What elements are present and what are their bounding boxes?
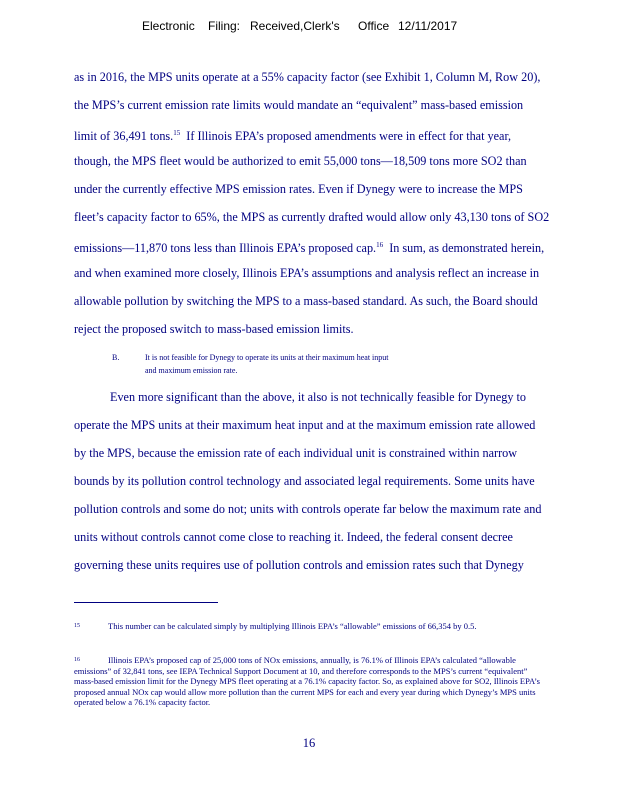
body-line: as in 2016, the MPS units operate at a 55% capacity factor (see Exhibit 1, Column M, Row 20), (74, 70, 541, 84)
body-line: fleet’s capacity factor to 65%, the MPS as currently drafted would allow only 43,130 tons of SO2 (74, 210, 550, 224)
section-label: B. (112, 353, 120, 362)
body-line: governing these units requires use of pollution controls and emission rates such that Dynegy (74, 558, 524, 572)
body-line (74, 126, 511, 143)
footnote-16 (74, 655, 544, 708)
body-line: though, the MPS fleet would be authorized to emit 55,000 tons—18,509 tons more SO2 than (74, 154, 527, 168)
section-heading (112, 352, 389, 363)
body-line: units without controls cannot come close to reaching it. Indeed, the federal consent decree (74, 530, 513, 544)
page-number: 16 (302, 736, 316, 750)
header-date: 12/11/2017 (398, 19, 458, 33)
footnote-text: Illinois EPA’s proposed cap of 25,000 tons of NOx emissions, annually, is 76.1% of Illinois EPA’s calculated “allowable emissions” of 32,841 tons, see IEPA Technical Support Document at 10, and therefore corresponds to the MPS’s current “equivalent” mass-based emission limit for the Dynegy MPS fleet operating at a 76.1% capacity factor. So, as explained above for SO2, Illinois EPA’s proposed annual NOx cap would allow more pollution than the current MPS for each and every year during which Dynegy’s MPS units operated below a 76.1% capacity factor. (74, 655, 540, 707)
footnote-ref-15: 15 (173, 129, 181, 137)
body-line: and when examined more closely, Illinois EPA’s assumptions and analysis reflect an increase in (74, 266, 540, 280)
body-line: pollution controls and some do not; units with controls operate far below the maximum rate and (74, 502, 542, 516)
footnote-15 (74, 621, 544, 632)
header-filing: Filing: (208, 19, 241, 33)
header-office: Office (358, 19, 390, 33)
header-received: Received,Clerk's (250, 19, 340, 33)
body-line: operate the MPS units at their maximum heat input and at the maximum emission rate allowed (74, 418, 536, 432)
body-line: allowable pollution by switching the MPS to a mass-based standard. As such, the Board should (74, 294, 538, 308)
body-line-part: If Illinois EPA’s proposed amendments were in effect for that year, (186, 129, 512, 143)
body-line: under the currently effective MPS emission rates. Even if Dynegy were to increase the MPS (74, 182, 523, 196)
section-title-continued: and maximum emission rate. (145, 366, 238, 375)
body-line: the MPS’s current emission rate limits would mandate an “equivalent” mass-based emission (74, 98, 524, 112)
section-title: It is not feasible for Dynegy to operate its units at their maximum heat input (145, 353, 389, 362)
body-line-part: In sum, as demonstrated herein, (389, 241, 545, 255)
footnote-text: This number can be calculated simply by multiplying Illinois EPA’s “allowable” emissions of 66,354 by 0.5. (108, 621, 477, 631)
header-electronic: Electronic (142, 19, 195, 33)
footnote-number: 15 (74, 623, 80, 629)
footnote-divider (74, 602, 218, 603)
body-line-part: limit of 36,491 tons. (74, 129, 174, 143)
body-line: reject the proposed switch to mass-based emission limits. (74, 322, 354, 336)
body-line (74, 238, 544, 255)
body-line: bounds by its pollution control technology and associated legal requirements. Some units have (74, 474, 535, 488)
body-line: Even more significant than the above, it also is not technically feasible for Dynegy to (110, 390, 526, 404)
footnote-number: 16 (74, 657, 80, 663)
body-line-part: emissions—11,870 tons less than Illinois EPA’s proposed cap. (74, 241, 377, 255)
body-line: by the MPS, because the emission rate of each individual unit is constrained within narrow (74, 446, 518, 460)
footnote-ref-16: 16 (376, 241, 384, 249)
